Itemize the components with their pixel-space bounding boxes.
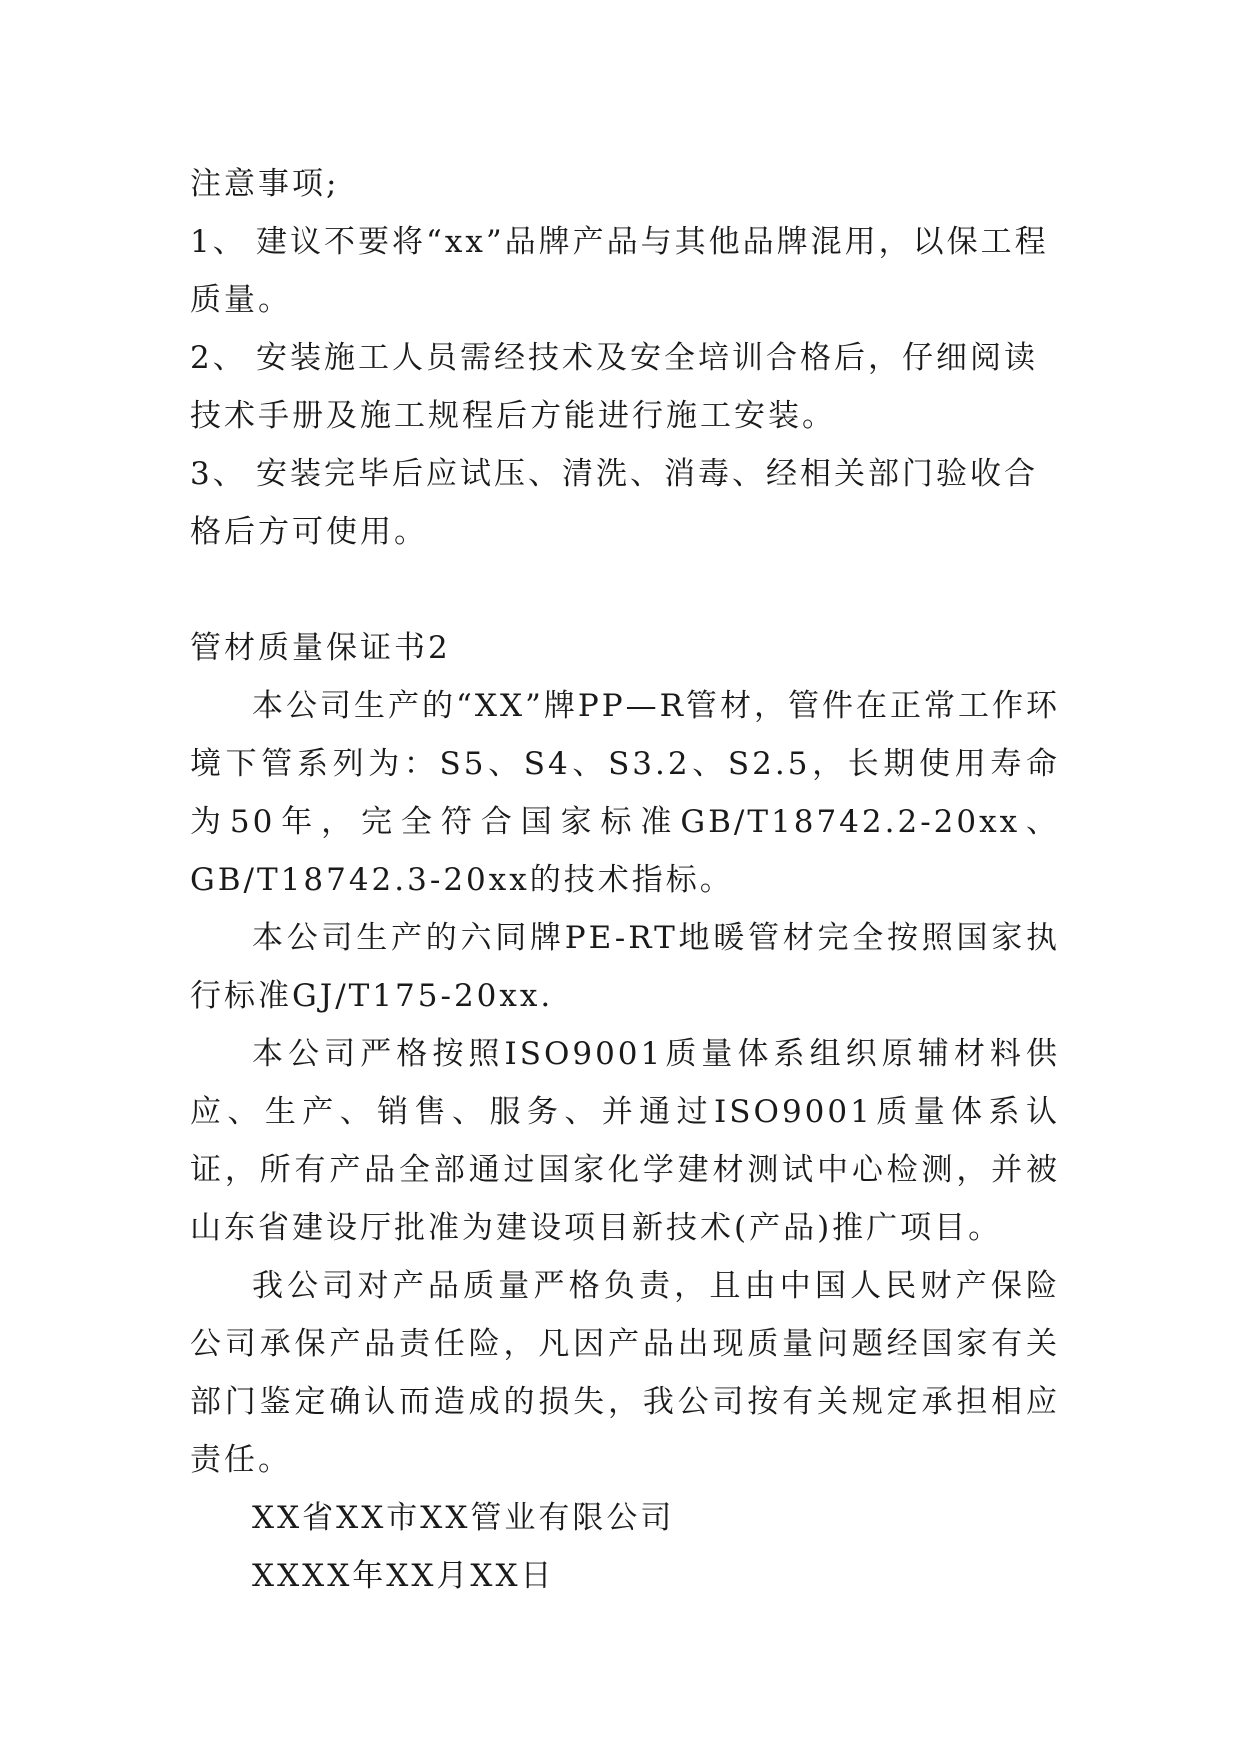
issue-date: XXXX年XX月XX日 [252, 1558, 555, 1594]
notice-item-3 [190, 445, 1060, 561]
notice-item-2 [190, 329, 1060, 445]
notice-item-number: 1、 [190, 224, 247, 260]
notice-item-text: 建议不要将“xx”品牌产品与其他品牌混用，以保工程质量。 [190, 224, 1049, 318]
certificate-paragraph: 本公司生产的六同牌PE-RT地暖管材完全按照国家执行标准GJ/T175-20xx. [190, 920, 1060, 1014]
notice-item-1 [190, 213, 1060, 329]
notice-title: 注意事项; [190, 166, 340, 202]
notice-item-text: 安装施工人员需经技术及安全培训合格后，仔细阅读技术手册及施工规程后方能进行施工安装。 [190, 340, 1038, 434]
company-name: XX省XX市XX管业有限公司 [252, 1500, 675, 1536]
certificate-heading: 管材质量保证书2 [190, 630, 451, 666]
document-page [190, 155, 1060, 1605]
section-spacer [190, 561, 1060, 619]
certificate-paragraph: 本公司生产的“XX”牌PP—R管材，管件在正常工作环境下管系列为：S5、S4、S3.2、S2.5，长期使用寿命为50年，完全符合国家标准GB/T18742.2-20xx、GB/T18742.3-20xx的技术指标。 [190, 688, 1060, 898]
notice-item-text: 安装完毕后应试压、清洗、消毒、经相关部门验收合格后方可使用。 [190, 456, 1038, 550]
notice-item-number: 3、 [190, 456, 247, 492]
certificate-paragraph: 本公司严格按照ISO9001质量体系组织原辅材料供应、生产、销售、服务、并通过ISO9001质量体系认证，所有产品全部通过国家化学建材测试中心检测，并被山东省建设厅批准为建设项目新技术(产品)推广项目。 [190, 1036, 1060, 1246]
notice-item-number: 2、 [190, 340, 247, 376]
certificate-paragraph: 我公司对产品质量严格负责，且由中国人民财产保险公司承保产品责任险，凡因产品出现质量问题经国家有关部门鉴定确认而造成的损失，我公司按有关规定承担相应责任。 [190, 1268, 1060, 1478]
